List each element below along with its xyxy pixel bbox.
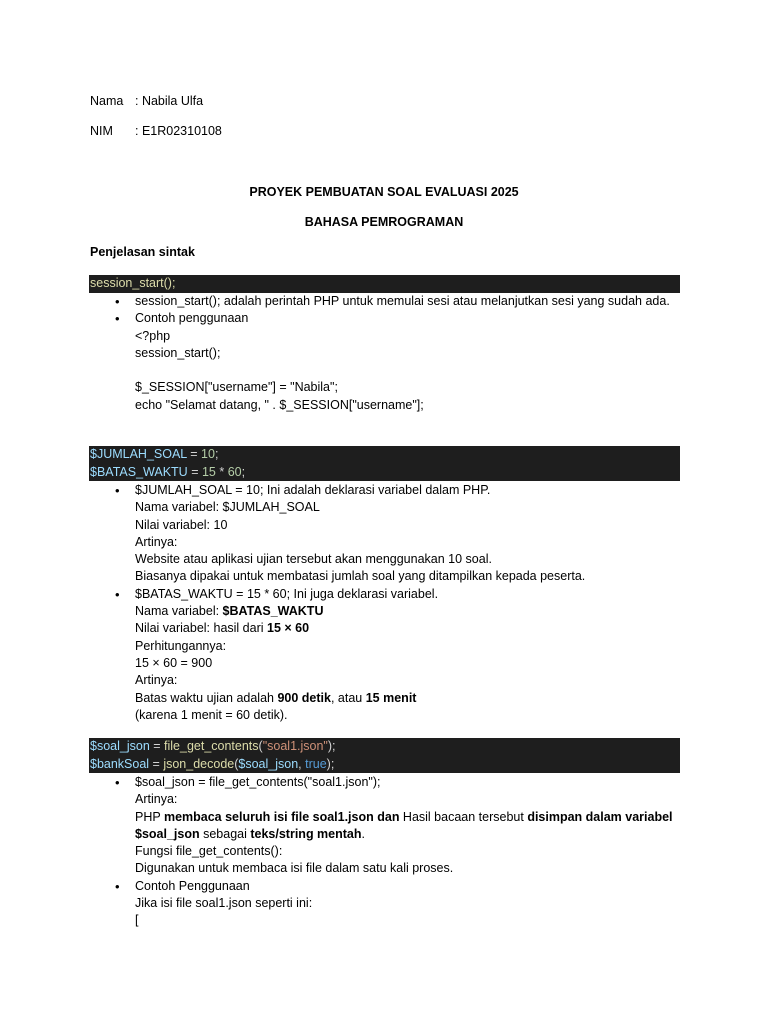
section-heading: Penjelasan sintak	[90, 245, 195, 259]
example-line: echo "Selamat datang, " . $_SESSION["username"];	[135, 397, 424, 412]
document-title: PROYEK PEMBUATAN SOAL EVALUASI 2025	[249, 185, 519, 199]
bullet-text: Jika isi file soal1.json seperti ini:	[135, 896, 313, 911]
code-token: "soal1.json"	[262, 739, 328, 753]
text-run: sebagai	[199, 826, 251, 841]
bullet-text: • session_start(); adalah perintah PHP untuk memulai sesi atau melanjutkan sesi yang sudah ada.	[135, 294, 670, 308]
text-run-bold: teks/string mentah	[250, 826, 362, 841]
bullet-text	[135, 690, 692, 707]
list-item	[112, 586, 692, 724]
text-run-bold: 15 × 60	[267, 621, 310, 636]
code-token: ;	[214, 447, 219, 461]
bullet-text: Website atau aplikasi ujian tersebut akan menggunakan 10 soal.	[135, 552, 492, 567]
bullet-text: • Contoh penggunaan	[135, 311, 249, 326]
nim-row	[90, 124, 222, 138]
bullet-text: Digunakan untuk membaca isi file dalam satu kali proses.	[135, 861, 454, 876]
bullet-text	[135, 809, 692, 826]
example-line: session_start();	[135, 345, 221, 360]
bullet-text: [	[135, 913, 139, 928]
code-token: true	[305, 756, 327, 771]
code-token: $soal_json	[238, 756, 299, 771]
code-block-variables	[89, 446, 680, 481]
list-item	[112, 482, 692, 586]
code-token: =	[149, 756, 164, 771]
code-token: 10	[201, 447, 215, 461]
example-line: $_SESSION["username"] = "Nabila";	[135, 380, 338, 395]
code-token: ,	[298, 756, 306, 771]
text-run: Nama variabel:	[135, 604, 223, 619]
code-token: );	[326, 756, 335, 771]
code-token: 15	[201, 464, 216, 479]
example-line: <?php	[135, 328, 171, 343]
bullet-text: Nama variabel: $JUMLAH_SOAL	[135, 500, 320, 515]
bullet-text: Artinya:	[135, 673, 178, 688]
code-token: $JUMLAH_SOAL	[90, 447, 187, 461]
bullet-text: • $BATAS_WAKTU = 15 * 60; Ini juga deklarasi variabel.	[135, 586, 439, 601]
code-token: =	[149, 739, 165, 753]
bullet-text	[135, 620, 692, 637]
bullet-text: Artinya:	[135, 534, 178, 549]
nama-label: Nama	[90, 94, 124, 108]
bullet-text: (karena 1 menit = 60 detik).	[135, 707, 288, 722]
bullet-text	[135, 826, 692, 843]
text-run: Nilai variabel: hasil dari	[135, 621, 268, 636]
text-run-bold: membaca seluruh isi file soal1.json dan	[163, 809, 400, 824]
bullet-text: • Contoh Penggunaan	[135, 878, 250, 893]
nama-value: : Nabila Ulfa	[135, 94, 204, 108]
nim-value: : E1R02310108	[135, 124, 222, 138]
text-run: Hasil bacaan tersebut	[399, 809, 528, 824]
text-run: , atau	[330, 690, 366, 705]
code-token: (	[258, 739, 263, 753]
text-run: .	[361, 826, 365, 841]
example-line	[135, 362, 692, 379]
variable-bullets	[112, 482, 692, 724]
code-token: $BATAS_WAKTU	[90, 464, 188, 479]
nama-row	[90, 94, 203, 108]
text-run-bold: 15 menit	[365, 690, 417, 705]
code-token: =	[186, 447, 202, 461]
session-bullets	[112, 293, 692, 414]
list-item	[112, 293, 692, 310]
text-run-bold: disimpan dalam variabel	[527, 809, 673, 824]
code-token: *	[215, 464, 228, 479]
document-subtitle: BAHASA PEMROGRAMAN	[304, 215, 464, 229]
text-run-bold: $soal_json	[135, 826, 200, 841]
text-run: PHP	[135, 809, 164, 824]
nim-label: NIM	[90, 124, 113, 138]
bullet-text: Nilai variabel: 10	[135, 517, 228, 532]
list-item	[112, 878, 692, 930]
code-token: 60	[227, 464, 242, 479]
bullet-text: • $JUMLAH_SOAL = 10; Ini adalah deklarasi variabel dalam PHP.	[135, 483, 491, 497]
bullet-text: • $soal_json = file_get_contents("soal1.json");	[135, 775, 381, 789]
code-token: (	[234, 756, 239, 771]
code-token: $bankSoal	[90, 756, 150, 771]
bullet-text	[135, 603, 692, 620]
code-block-json	[89, 738, 680, 773]
bullet-text: Artinya:	[135, 792, 178, 807]
text-run-bold: $BATAS_WAKTU	[222, 604, 324, 619]
code-token: ;	[241, 464, 246, 479]
code-token: =	[187, 464, 202, 479]
code-token: file_get_contents	[164, 739, 259, 753]
code-line	[90, 756, 679, 774]
code-line	[90, 464, 679, 482]
code-token: );	[327, 739, 336, 753]
text-run: Batas waktu ujian adalah	[135, 690, 278, 705]
code-token: json_decode	[163, 756, 235, 771]
code-token: $soal_json	[90, 739, 150, 753]
bullet-text: Biasanya dipakai untuk membatasi jumlah soal yang ditampilkan kepada peserta.	[135, 569, 586, 584]
json-bullets	[112, 774, 692, 930]
code-line: session_start();	[90, 276, 176, 290]
code-block-session	[89, 275, 680, 293]
bullet-text: 15 × 60 = 900	[135, 655, 213, 670]
bullet-text: Fungsi file_get_contents():	[135, 844, 283, 859]
code-line	[90, 446, 679, 464]
bullet-text: Perhitungannya:	[135, 638, 227, 653]
code-line	[90, 738, 679, 756]
text-run-bold: 900 detik	[277, 690, 331, 705]
list-item	[112, 774, 692, 878]
list-item	[112, 310, 692, 414]
